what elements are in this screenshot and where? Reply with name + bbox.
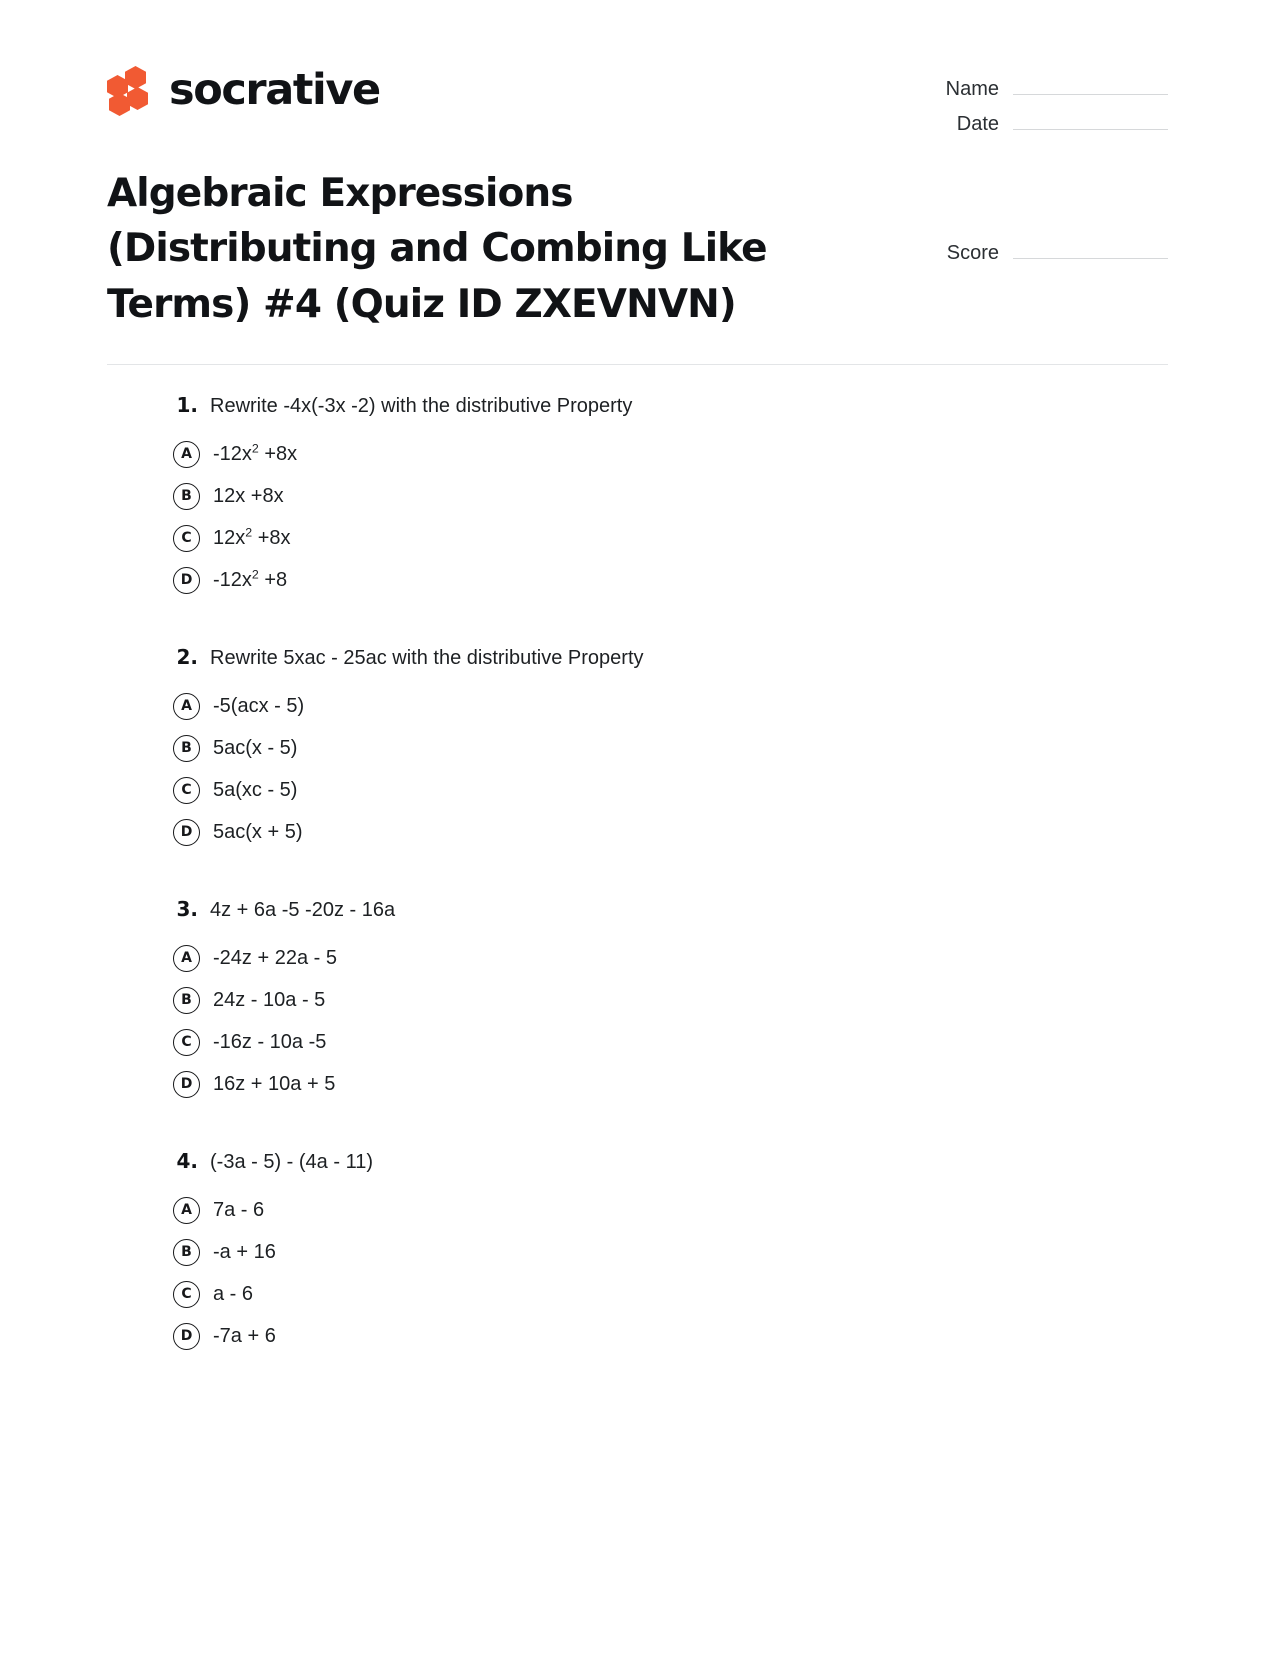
choice-list <box>164 1189 1168 1357</box>
score-field-wrap <box>928 166 1168 273</box>
choice-option[interactable] <box>164 1021 1168 1063</box>
hexagon-shape <box>127 87 148 110</box>
choice-text: 7a - 6 <box>213 1199 265 1222</box>
choice-text-tail: +8 <box>258 569 288 592</box>
choice-text: -7a + 6 <box>213 1325 276 1348</box>
question-number: 1. <box>176 393 198 418</box>
date-input-line[interactable] <box>1013 109 1168 130</box>
hexagon-logo-icon <box>107 66 153 114</box>
question-block <box>164 393 1168 601</box>
choice-option[interactable] <box>164 811 1168 853</box>
choice-option[interactable] <box>164 475 1168 517</box>
score-input-line[interactable] <box>1013 238 1168 259</box>
question-prompt: (-3a - 5) - (4a - 11) <box>210 1151 373 1174</box>
choice-option[interactable] <box>164 1315 1168 1357</box>
choice-option[interactable] <box>164 1063 1168 1105</box>
choice-bubble[interactable]: C <box>173 777 200 804</box>
choice-text-base: -12x <box>213 443 252 466</box>
choice-text-base: 12x <box>213 527 246 550</box>
choice-bubble[interactable]: D <box>173 819 200 846</box>
choice-text: 5ac(x + 5) <box>213 821 303 844</box>
score-field-row <box>928 238 1168 265</box>
socrative-logo <box>107 62 380 118</box>
choice-bubble[interactable]: A <box>173 1197 200 1224</box>
question-prompt: Rewrite -4x(-3x -2) with the distributive Property <box>210 395 633 418</box>
choice-option[interactable] <box>164 433 1168 475</box>
choice-text: -5(acx - 5) <box>213 695 305 718</box>
choice-text-base: -12x <box>213 569 252 592</box>
choice-bubble[interactable]: B <box>173 735 200 762</box>
question-block <box>164 897 1168 1105</box>
choice-bubble[interactable]: D <box>173 1071 200 1098</box>
question-header <box>164 897 1168 923</box>
question-number: 2. <box>176 645 198 670</box>
choice-option[interactable] <box>164 517 1168 559</box>
choice-bubble[interactable]: A <box>173 945 200 972</box>
exponent: 2 <box>251 441 259 456</box>
choice-option[interactable] <box>164 1273 1168 1315</box>
choice-option[interactable] <box>164 559 1168 601</box>
choice-list <box>164 685 1168 853</box>
brand-name: socrative <box>169 64 380 115</box>
date-label: Date <box>956 113 999 135</box>
question-header <box>164 1149 1168 1175</box>
date-field-row <box>928 109 1168 136</box>
choice-option[interactable] <box>164 727 1168 769</box>
choice-bubble[interactable]: B <box>173 987 200 1014</box>
choice-text <box>213 526 291 550</box>
choice-text: 16z + 10a + 5 <box>213 1073 336 1096</box>
question-prompt: 4z + 6a -5 -20z - 16a <box>210 899 396 922</box>
choice-bubble[interactable]: C <box>173 525 200 552</box>
choice-bubble[interactable]: B <box>173 1239 200 1266</box>
title-block <box>107 166 1168 332</box>
choice-option[interactable] <box>164 769 1168 811</box>
choice-text-tail: +8x <box>258 443 298 466</box>
choice-list <box>164 433 1168 601</box>
choice-option[interactable] <box>164 1231 1168 1273</box>
choice-list <box>164 937 1168 1105</box>
choice-text: 5ac(x - 5) <box>213 737 298 760</box>
question-number: 4. <box>176 1149 198 1174</box>
choice-text-tail: +8x <box>252 527 291 550</box>
question-block <box>164 1149 1168 1357</box>
question-number: 3. <box>176 897 198 922</box>
choice-option[interactable] <box>164 1189 1168 1231</box>
question-block <box>164 645 1168 853</box>
questions-list <box>107 365 1168 1357</box>
choice-text: 12x +8x <box>213 485 284 508</box>
question-header <box>164 393 1168 419</box>
choice-bubble[interactable]: C <box>173 1281 200 1308</box>
choice-text: a - 6 <box>213 1283 254 1306</box>
choice-text: -16z - 10a -5 <box>213 1031 327 1054</box>
choice-bubble[interactable]: B <box>173 483 200 510</box>
hexagon-shape <box>109 93 130 116</box>
choice-text: -24z + 22a - 5 <box>213 947 337 970</box>
choice-option[interactable] <box>164 937 1168 979</box>
choice-text: 5a(xc - 5) <box>213 779 298 802</box>
name-label: Name <box>945 78 999 100</box>
student-info-fields <box>928 62 1168 144</box>
name-input-line[interactable] <box>1013 74 1168 95</box>
page-title: Algebraic Expressions (Distributing and Combing Like Terms) #4 (Quiz ID ZXEVNVN) <box>107 171 767 327</box>
choice-text: -a + 16 <box>213 1241 276 1264</box>
page-header <box>107 0 1168 144</box>
question-prompt: Rewrite 5xac - 25ac with the distributive Property <box>210 647 644 670</box>
question-header <box>164 645 1168 671</box>
exponent: 2 <box>245 525 253 540</box>
choice-text <box>213 442 297 466</box>
score-label: Score <box>946 242 999 264</box>
choice-bubble[interactable]: D <box>173 1323 200 1350</box>
choice-text: 24z - 10a - 5 <box>213 989 326 1012</box>
choice-text <box>213 568 287 592</box>
choice-option[interactable] <box>164 979 1168 1021</box>
choice-bubble[interactable]: A <box>173 693 200 720</box>
choice-bubble[interactable]: A <box>173 441 200 468</box>
choice-option[interactable] <box>164 685 1168 727</box>
name-field-row <box>928 74 1168 101</box>
choice-bubble[interactable]: C <box>173 1029 200 1056</box>
choice-bubble[interactable]: D <box>173 567 200 594</box>
hexagon-shape <box>125 66 146 89</box>
exponent: 2 <box>251 567 259 582</box>
